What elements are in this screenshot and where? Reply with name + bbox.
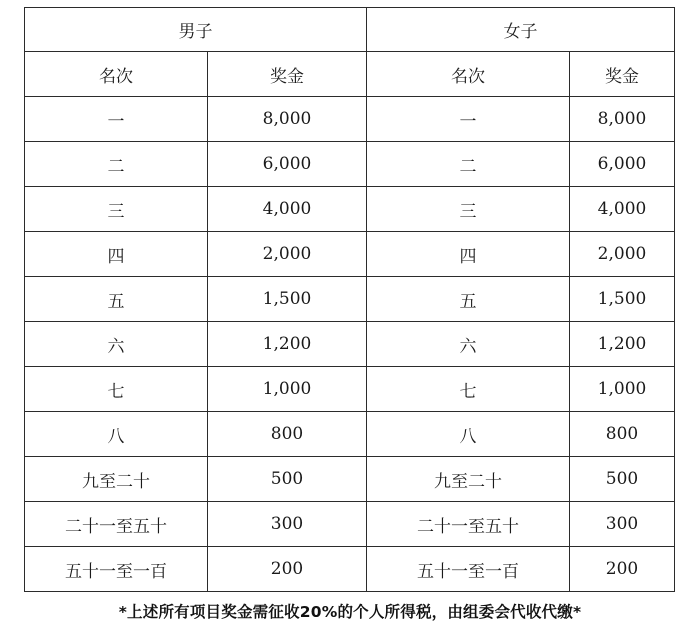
women-rank-cell: 九至二十	[367, 457, 570, 502]
group-header-row	[25, 8, 675, 52]
women-prize-cell: 300	[570, 502, 675, 547]
men-prize-header: 奖金	[208, 52, 367, 97]
men-prize-cell: 800	[208, 412, 367, 457]
tax-note: *上述所有项目奖金需征收20%的个人所得税，由组委会代收代缴*	[118, 603, 582, 621]
men-rank-cell: 三	[25, 187, 208, 232]
women-rank-cell: 六	[367, 322, 570, 367]
table-row	[25, 457, 675, 502]
men-rank-cell: 二十一至五十	[25, 502, 208, 547]
women-prize-cell: 1,000	[570, 367, 675, 412]
men-prize-cell: 2,000	[208, 232, 367, 277]
table-row	[25, 322, 675, 367]
men-rank-cell: 四	[25, 232, 208, 277]
men-rank-cell: 九至二十	[25, 457, 208, 502]
men-rank-cell: 七	[25, 367, 208, 412]
men-prize-cell: 4,000	[208, 187, 367, 232]
men-prize-cell: 1,500	[208, 277, 367, 322]
women-prize-cell: 200	[570, 547, 675, 592]
men-prize-cell: 500	[208, 457, 367, 502]
table-row	[25, 367, 675, 412]
table-row	[25, 232, 675, 277]
men-rank-cell: 六	[25, 322, 208, 367]
women-prize-header: 奖金	[570, 52, 675, 97]
column-header-row	[25, 52, 675, 97]
men-rank-cell: 五	[25, 277, 208, 322]
men-group-header: 男子	[25, 8, 367, 52]
men-prize-cell: 200	[208, 547, 367, 592]
prize-rows	[25, 97, 675, 592]
women-rank-cell: 八	[367, 412, 570, 457]
women-rank-cell: 七	[367, 367, 570, 412]
women-rank-cell: 三	[367, 187, 570, 232]
women-prize-cell: 2,000	[570, 232, 675, 277]
women-rank-cell: 一	[367, 97, 570, 142]
table-row	[25, 142, 675, 187]
table-row	[25, 97, 675, 142]
prize-table	[24, 7, 675, 592]
women-prize-cell: 800	[570, 412, 675, 457]
men-prize-cell: 8,000	[208, 97, 367, 142]
table-row	[25, 502, 675, 547]
women-prize-cell: 500	[570, 457, 675, 502]
women-rank-cell: 五	[367, 277, 570, 322]
table-row	[25, 277, 675, 322]
women-rank-cell: 二十一至五十	[367, 502, 570, 547]
table-row	[25, 187, 675, 232]
men-rank-cell: 五十一至一百	[25, 547, 208, 592]
men-prize-cell: 6,000	[208, 142, 367, 187]
men-prize-cell: 1,200	[208, 322, 367, 367]
men-rank-cell: 八	[25, 412, 208, 457]
women-rank-cell: 四	[367, 232, 570, 277]
men-rank-cell: 二	[25, 142, 208, 187]
women-prize-cell: 4,000	[570, 187, 675, 232]
men-prize-cell: 300	[208, 502, 367, 547]
women-rank-cell: 二	[367, 142, 570, 187]
men-prize-cell: 1,000	[208, 367, 367, 412]
women-prize-cell: 6,000	[570, 142, 675, 187]
women-rank-header: 名次	[367, 52, 570, 97]
women-group-header: 女子	[367, 8, 675, 52]
men-rank-header: 名次	[25, 52, 208, 97]
women-prize-cell: 1,500	[570, 277, 675, 322]
table-row	[25, 412, 675, 457]
women-rank-cell: 五十一至一百	[367, 547, 570, 592]
women-prize-cell: 1,200	[570, 322, 675, 367]
women-prize-cell: 8,000	[570, 97, 675, 142]
table-row	[25, 547, 675, 592]
men-rank-cell: 一	[25, 97, 208, 142]
